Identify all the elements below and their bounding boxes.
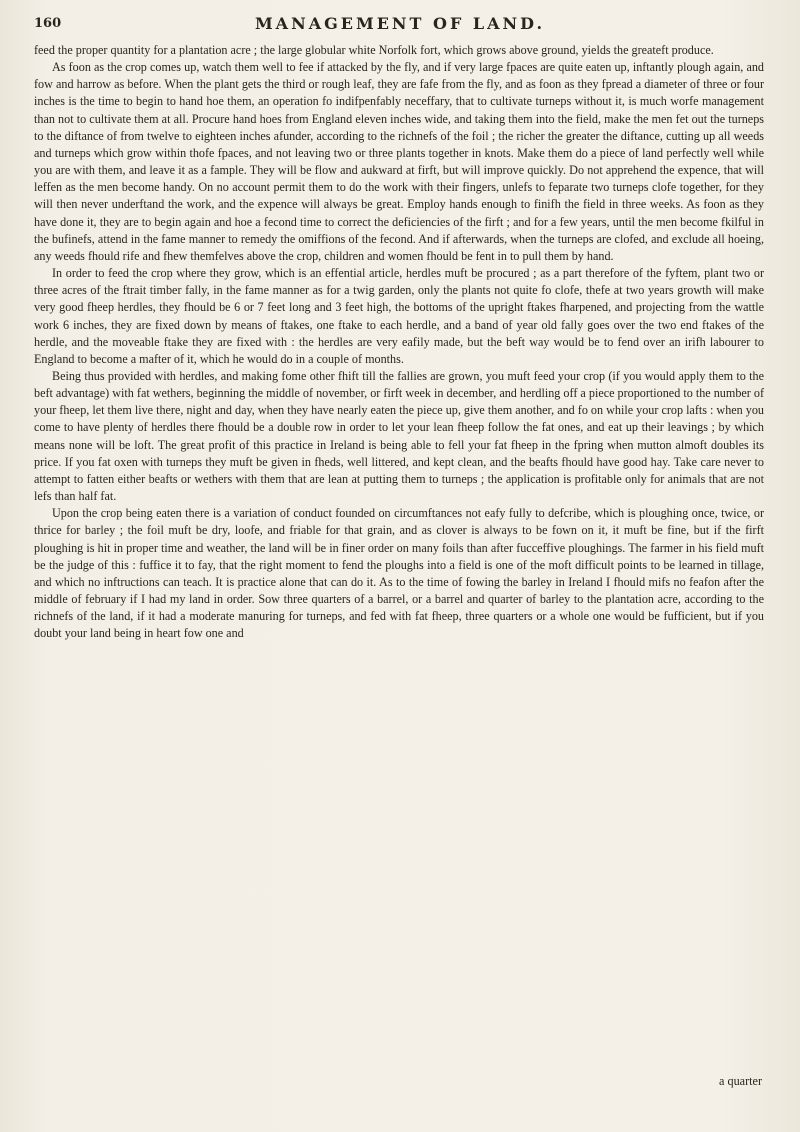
paragraph: Upon the crop being eaten there is a variation of conduct founded on circumftances not eafy fully to defcribe, which is ploughing once, twice, or thrice for barley ; the foil muft be dry, loofe, and friable for that grain, and as clover is always to be fown on it, it muft be fine, but if the firft ploughing is hit in proper time and weather, the land will be in finer order on many foils than after fucceffive ploughings. The farmer in his field muft be the judge of this : fuffice it to fay, that the right moment to fend the ploughs into a field is one of the moft difficult points to be learned in tillage, and which no inftructions can teach. It is practice alone that can do it. As to the time of fowing the barley in Ireland I fhould mifs no feafon after the middle of february if I had my land in order. Sow three quarters of a barrel, or a barrel and quarter of barley to the plantation acre, according to the richnefs of the land, if it had a moderate manuring for turneps, and fed with fat fheep, three quarters or a whole one would be fufficient, but if you doubt your land being in heart fow one and	[34, 506, 764, 641]
paragraph: As foon as the crop comes up, watch them well to fee if attacked by the fly, and if very large fpaces are quite eaten up, inftantly plough again, and fow and harrow as before. When the plant gets the third or rough leaf, they are fafe from the fly, and as foon as they fpread a diameter of three or four inches is the time to begin to hand hoe them, an operation fo indifpenfably neceffary, that to cultivate turneps without it, is much worfe management than not to cultivate them at all. Procure hand hoes from England eleven inches wide, and taking them into the field, make the men fet out the turneps to the diftance of from twelve to eighteen inches afunder, according to the richnefs of the foil ; the richer the greater the diftance, cutting up all weeds and turneps which grow within thofe fpaces, and not leaving two or three plants together in knots. Make them do a piece of land perfectly well while you are with them, and leave it as a fample. They will be flow and aukward at firft, but will improve quickly. Do not apprehend the expence, that will leffen as the men become handy. On no account permit them to do the work with their fingers, unlefs to feparate two turneps clofe together, for they will then never underftand the work, and the expence will always be great. Employ hands enough to finifh the field in three weeks. As foon as they have done it, they are to begin again and hoe a fecond time to correct the deficiencies of the firft ; and for a few years, until the men become fkilful in the bufinefs, attend in the fame manner to remedy the omiffions of the fecond. And if afterwards, when the turneps are clofed, and exclude all hoeing, any weeds fhould rife and fhew themfelves above the crop, children and women fhould be fent in to pull them by hand.	[34, 60, 764, 263]
paragraph: feed the proper quantity for a plantation acre ; the large globular white Norfolk fort, which grows above ground, yields the greateft produce.	[34, 43, 714, 57]
catchword: a quarter	[719, 1074, 762, 1088]
paragraph: Being thus provided with herdles, and making fome other fhift till the fallies are grown, you muft feed your crop (if you would apply them to the beft advantage) with fat wethers, beginning the middle of november, or firft week in december, and herdling off a piece proportioned to the number of your fheep, let them live there, night and day, when they have nearly eaten the piece up, give them another, and fo on while your crop lafts : when you come to have plenty of herdles there fhould be a double row in order to let your lean fheep follow the fat ones, and eat up their leavings ; by which means none will be loft. The great profit of this practice in Ireland is being able to fell your fat fheep in the fpring when mutton almoft doubles its price. If you fat oxen with turneps they muft be given in fheds, well littered, and kept clean, and the beafts fhould have good hay. Take care never to attempt to fatten either beafts or wethers with them that are lean at putting them to turneps ; the application is profitable only for animals that are not lefs than half fat.	[34, 368, 764, 504]
page-header	[34, 14, 766, 40]
paragraph: In order to feed the crop where they grow, which is an effential article, herdles muft be procured ; as a part therefore of the fyftem, plant two or three acres of the ftrait timber fally, in the fame manner as for a twig garden, only the plants not quite fo clofe, thefe at two years growth will make very good fheep herdles, they fhould be 6 or 7 feet long and 3 feet high, the bottoms of the upright ftakes fharpened, and projecting from the wattle work 6 inches, they are fixed down by means of ftakes, one ftake to each herdle, and a band of year old fally goes over the two end ftakes of the herdle, and the moveable ftake they are fixed with : the herdles are very eafily made, but the beft way would be to fend over an irifh labourer to England to become a mafter of it, which he would do in a couple of months.	[34, 266, 764, 366]
page-number: 160	[34, 16, 62, 31]
running-head: MANAGEMENT OF LAND.	[254, 14, 546, 33]
body-text	[34, 42, 764, 642]
